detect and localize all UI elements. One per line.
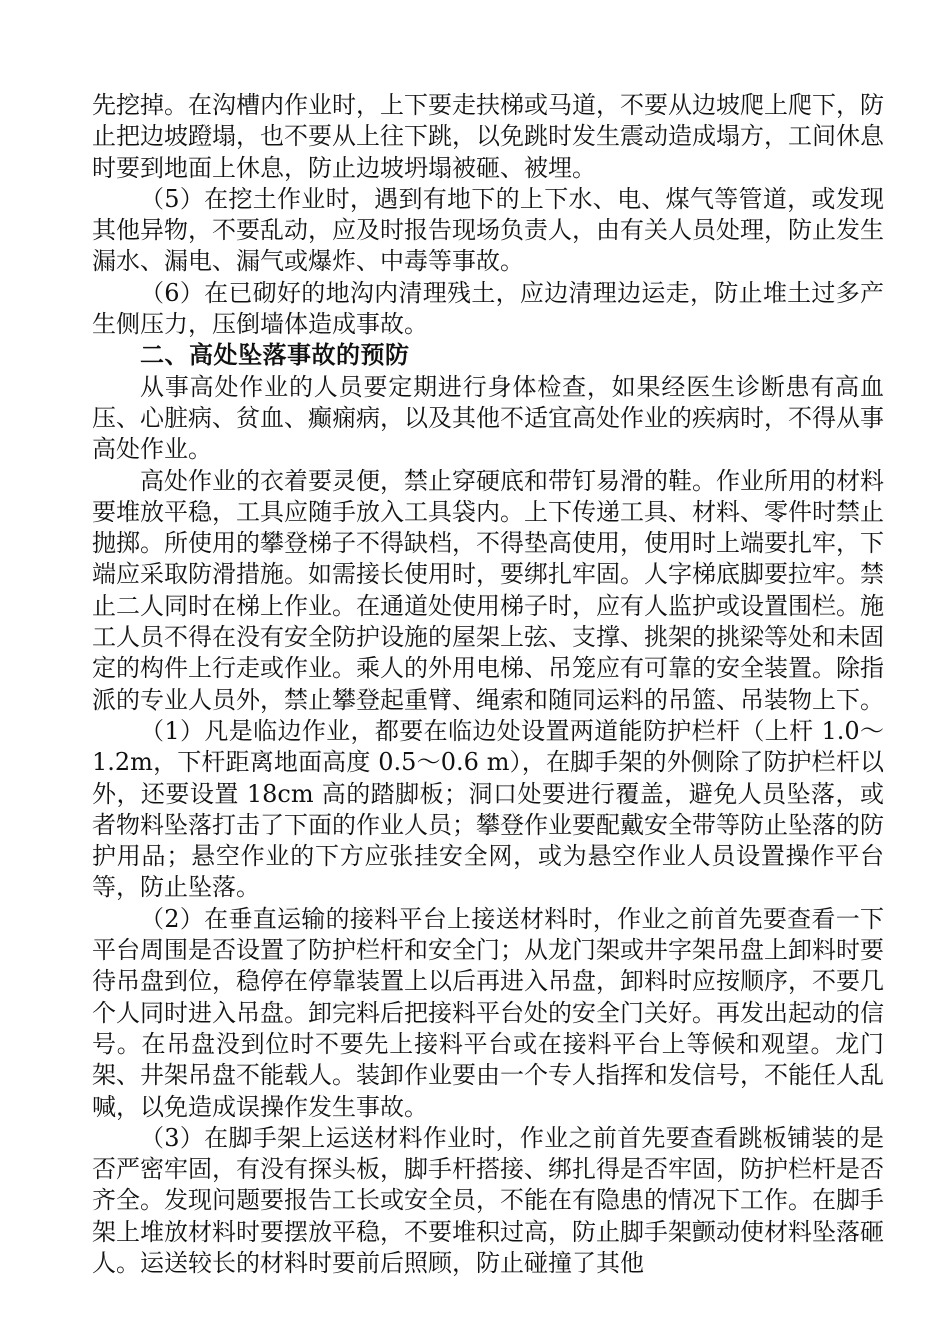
section-heading: 二、高处坠落事故的预防 [140, 341, 410, 370]
document-page [92, 90, 884, 1279]
paragraph-continuation: 先挖掉。在沟槽内作业时，上下要走扶梯或马道，不要从边坡爬上爬下，防止把边坡蹬塌，也不要从上往下跳，以免跳时发生震动造成塌方，工间休息时要到地面上休息，防止边坡坍塌被砸、被埋。 [92, 91, 884, 182]
paragraph-item-3: （3）在脚手架上运送材料作业时，作业之前首先要查看跳板铺装的是否严密牢固，有没有探头板，脚手杆搭接、绑扎得是否牢固，防护栏杆是否齐全。发现问题要报告工长或安全员，不能在有隐患的情况下工作。在脚手架上堆放材料时要摆放平稳，不要堆积过高，防止脚手架颤动使材料坠落砸人。运送较长的材料时要前后照顾，防止碰撞了其他 [92, 1123, 884, 1277]
paragraph-item-5: （5）在挖土作业时，遇到有地下的上下水、电、煤气等管道，或发现其他异物，不要乱动，应及时报告现场负责人，由有关人员处理，防止发生漏水、漏电、漏气或爆炸、中毒等事故。 [92, 184, 884, 276]
paragraph-item-6: （6）在已砌好的地沟内清理残土，应边清理边运走，防止堆土过多产生侧压力，压倒墙体造成事故。 [92, 278, 884, 339]
paragraph-health-check: 从事高处作业的人员要定期进行身体检查，如果经医生诊断患有高血压、心脏病、贫血、癫痫病，以及其他不适宜高处作业的疾病时，不得从事高处作业。 [92, 372, 884, 464]
paragraph-item-1: （1）凡是临边作业，都要在临边处设置两道能防护栏杆（上杆 1.0～1.2m，下杆距离地面高度 0.5～0.6 m），在脚手架的外侧除了防护栏杆以外，还要设置 18cm 高的踏脚板；洞口处要进行覆盖，避免人员坠落，或者物料坠落打击了下面的作业人员；攀登作业要配戴安全带等防止坠落的防护用品；悬空作业的下方应张挂安全网，或为悬空作业人员设置操作平台等，防止坠落。 [92, 716, 884, 902]
paragraph-item-2: （2）在垂直运输的接料平台上接送材料时，作业之前首先要查看一下平台周围是否设置了防护栏杆和安全门；从龙门架或井字架吊盘上卸料时要待吊盘到位，稳停在停靠装置上以后再进入吊盘，卸料时应按顺序，不要几个人同时进入吊盘。卸完料后把接料平台处的安全门关好。再发出起动的信号。在吊盘没到位时不要先上接料平台或在接料平台上等候和观望。龙门架、井架吊盘不能载人。装卸作业要由一个专人指挥和发信号，不能任人乱喊，以免造成误操作发生事故。 [92, 904, 884, 1121]
paragraph-clothing-tools: 高处作业的衣着要灵便，禁止穿硬底和带钉易滑的鞋。作业所用的材料要堆放平稳，工具应随手放入工具袋内。上下传递工具、材料、零件时禁止抛掷。所使用的攀登梯子不得缺档，不得垫高使用，使用时上端要扎牢，下端应采取防滑措施。如需接长使用时，要绑扎牢固。人字梯底脚要拉牢。禁止二人同时在梯上作业。在通道处使用梯子时，应有人监护或设置围栏。施工人员不得在没有安全防护设施的屋架上弦、支撑、挑架的挑梁等处和未固定的构件上行走或作业。乘人的外用电梯、吊笼应有可靠的安全装置。除指派的专业人员外，禁止攀登起重臂、绳索和随同运料的吊篮、吊装物上下。 [92, 466, 884, 714]
